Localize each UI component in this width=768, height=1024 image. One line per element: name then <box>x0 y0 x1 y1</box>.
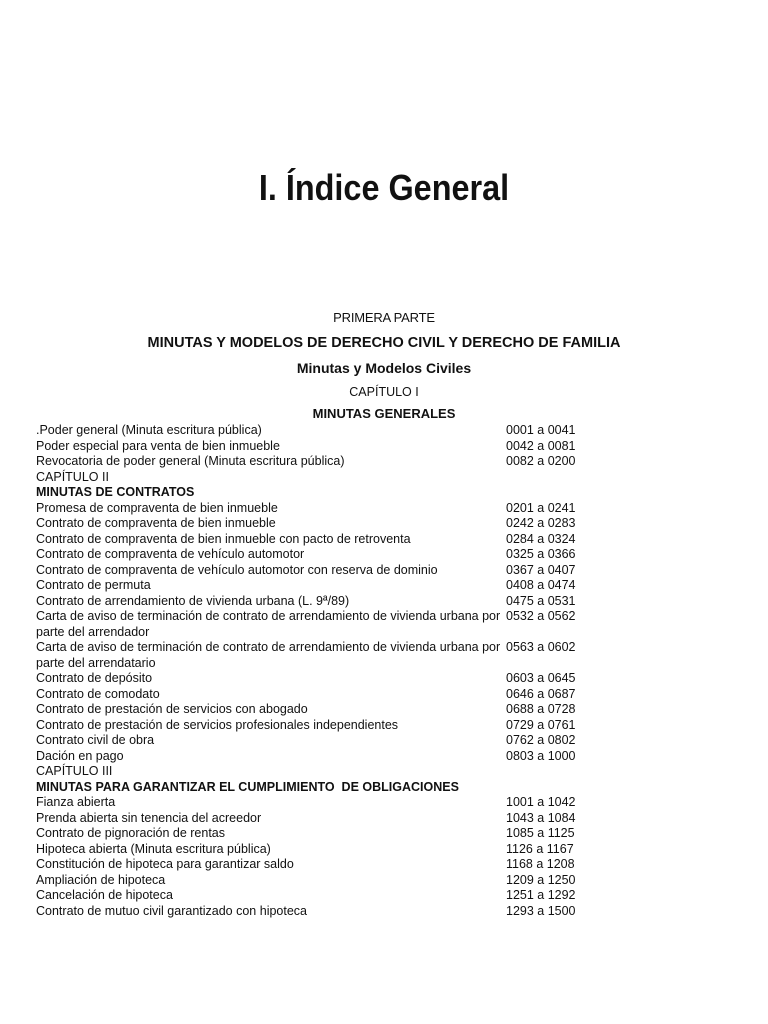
chapter-1-label: CAPÍTULO I <box>349 385 419 399</box>
toc-entry <box>36 671 636 687</box>
toc-entry-text: Contrato de arrendamiento de vivienda urbana (L. 9ª/89) <box>36 593 350 608</box>
toc-entry <box>36 795 636 811</box>
toc-entry-text: .Poder general (Minuta escritura pública) <box>36 423 262 437</box>
toc-entry-range: 1251 a 1292 <box>506 888 576 902</box>
toc-entry <box>36 501 636 517</box>
toc-entry <box>36 888 636 904</box>
toc-entry <box>36 423 636 439</box>
toc-entry <box>36 547 636 563</box>
toc-entry-text: Contrato de compraventa de bien inmueble con pacto de retroventa <box>36 531 411 546</box>
toc-entry-range: 1043 a 1084 <box>506 810 576 825</box>
chapter-2-heading: MINUTAS DE CONTRATOS <box>36 485 195 499</box>
toc-entry <box>36 811 636 827</box>
toc-entry <box>36 532 636 548</box>
toc-entry-text: Contrato de compraventa de vehículo automotor <box>36 547 305 561</box>
part-label: PRIMERA PARTE <box>333 310 435 325</box>
toc-entry-text: Constitución de hipoteca para garantizar saldo <box>36 857 294 871</box>
chapter-1-heading: MINUTAS GENERALES <box>312 406 456 421</box>
toc-entry-range: 0042 a 0081 <box>506 438 576 453</box>
toc-entry-text: Ampliación de hipoteca <box>36 872 166 887</box>
toc-entry-range: 0532 a 0562 <box>506 609 576 623</box>
toc-entry-range: 1085 a 1125 <box>506 826 575 840</box>
toc-entry-range: 1168 a 1208 <box>506 857 575 871</box>
toc-entry-range: 0646 a 0687 <box>506 686 576 701</box>
toc-entry-range: 0001 a 0041 <box>506 423 576 437</box>
toc-entry-range: 0284 a 0324 <box>506 531 576 546</box>
toc-entry-text: Promesa de compraventa de bien inmueble <box>36 500 278 515</box>
main-heading: MINUTAS Y MODELOS DE DERECHO CIVIL Y DERECHO DE FAMILIA <box>147 335 621 351</box>
toc-entry-text: Hipoteca abierta (Minuta escritura pública) <box>36 841 271 856</box>
toc-entry <box>36 873 636 889</box>
toc-entry <box>36 733 636 749</box>
toc-entry-range: 0367 a 0407 <box>506 562 576 577</box>
toc-entry-text: Carta de aviso de terminación de contrato de arrendamiento de vivienda urbana por parte del arrendatario <box>36 640 501 670</box>
table-of-contents <box>36 423 636 919</box>
toc-entry-text: Contrato de prestación de servicios profesionales independientes <box>36 717 399 732</box>
toc-entry-text: Contrato civil de obra <box>36 733 155 747</box>
toc-entry <box>36 718 636 734</box>
toc-entry <box>36 609 636 640</box>
toc-entry-text: Contrato de compraventa de vehículo automotor con reserva de dominio <box>36 562 438 577</box>
page-title: I. Índice General <box>258 167 510 208</box>
toc-entry-text: Contrato de pignoración de rentas <box>36 826 226 840</box>
chapter-3-label: CAPÍTULO III <box>36 764 113 778</box>
toc-entry <box>36 516 636 532</box>
toc-entry <box>36 640 636 671</box>
toc-entry-text: Fianza abierta <box>36 795 116 809</box>
toc-entry-text: Contrato de comodato <box>36 686 160 701</box>
toc-entry-text: Contrato de mutuo civil garantizado con hipoteca <box>36 903 307 918</box>
toc-entry-text: Contrato de prestación de servicios con abogado <box>36 702 308 716</box>
toc-entry-range: 0762 a 0802 <box>506 733 576 747</box>
toc-entry-range: 0803 a 1000 <box>506 748 576 763</box>
toc-entry-range: 1001 a 1042 <box>506 795 576 809</box>
toc-entry-text: Prenda abierta sin tenencia del acreedor <box>36 810 262 825</box>
toc-entry <box>36 826 636 842</box>
toc-entry-text: Carta de aviso de terminación de contrato de arrendamiento de vivienda urbana por parte del arrendador <box>36 609 501 639</box>
toc-entry-range: 0242 a 0283 <box>506 516 576 530</box>
chapter-3-heading: MINUTAS PARA GARANTIZAR EL CUMPLIMIENTO DE OBLIGACIONES <box>36 779 459 794</box>
toc-entry <box>36 687 636 703</box>
toc-entry-range: 0688 a 0728 <box>506 702 576 716</box>
toc-entry-range: 0729 a 0761 <box>506 717 576 732</box>
toc-entry-range: 0603 a 0645 <box>506 671 576 685</box>
toc-entry-range: 1126 a 1167 <box>506 841 574 856</box>
toc-entry-range: 0563 a 0602 <box>506 640 576 654</box>
toc-entry <box>36 842 636 858</box>
toc-entry-text: Contrato de compraventa de bien inmueble <box>36 516 276 530</box>
toc-entry-range: 0325 a 0366 <box>506 547 576 561</box>
toc-entry-text: Contrato de depósito <box>36 671 153 685</box>
toc-entry-range: 0201 a 0241 <box>506 500 576 515</box>
toc-entry-text: Revocatoria de poder general (Minuta escritura pública) <box>36 454 345 468</box>
toc-entry <box>36 594 636 610</box>
toc-entry <box>36 857 636 873</box>
toc-entry-range: 1209 a 1250 <box>506 872 576 887</box>
toc-entry <box>36 439 636 455</box>
toc-entry <box>36 749 636 765</box>
toc-entry <box>36 702 636 718</box>
toc-entry <box>36 563 636 579</box>
toc-entry-range: 0082 a 0200 <box>506 454 576 468</box>
sub-heading: Minutas y Modelos Civiles <box>296 360 472 376</box>
toc-entry-text: Poder especial para venta de bien inmueble <box>36 438 280 453</box>
chapter-2-label: CAPÍTULO II <box>36 469 109 484</box>
toc-entry <box>36 578 636 594</box>
toc-entry-text: Dación en pago <box>36 748 124 763</box>
toc-entry <box>36 904 636 920</box>
toc-entry-range: 1293 a 1500 <box>506 903 576 918</box>
toc-entry-range: 0408 a 0474 <box>506 578 576 592</box>
toc-entry-text: Cancelación de hipoteca <box>36 888 173 902</box>
toc-entry-text: Contrato de permuta <box>36 578 151 592</box>
toc-entry <box>36 454 636 470</box>
toc-entry-range: 0475 a 0531 <box>506 593 576 608</box>
